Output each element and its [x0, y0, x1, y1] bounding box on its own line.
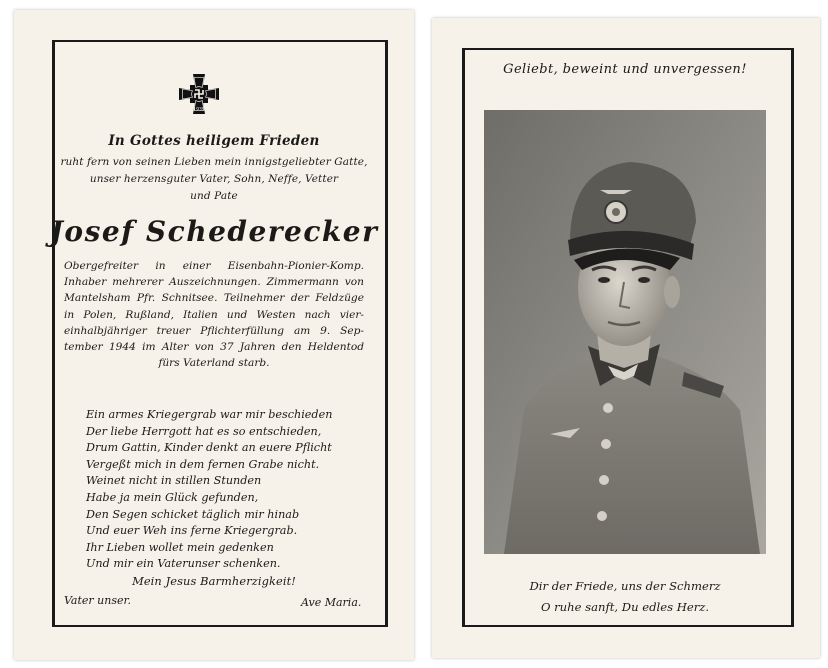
- heading-in-gottes: In Gottes heiligem Frieden: [108, 133, 320, 149]
- biography-paragraph: [64, 258, 364, 371]
- portrait-image: [484, 110, 766, 554]
- bio-line: tember 1944 im Alter von 37 Jahren den Heldentod: [64, 341, 364, 354]
- poem-line: Ihr Lieben wollet mein gedenken: [86, 540, 274, 554]
- bio-line: Mantelsham Pfr. Schnitsee. Teilnehmer der Feldzüge: [64, 292, 364, 305]
- poem-line: Weinet nicht in stillen Stunden: [86, 474, 262, 488]
- intro-line-1: ruht fern von seinen Lieben mein innigstgeliebter Gatte,: [60, 156, 368, 168]
- memorial-card-text-side: [14, 10, 414, 660]
- poem-line: Und mir ein Vaterunser schenken.: [86, 557, 281, 571]
- bio-line: in Polen, Rußland, Italien und Westen nach vier-: [64, 308, 364, 321]
- prayer-vater-unser: Vater unser.: [64, 594, 132, 607]
- memorial-poem: [86, 407, 366, 573]
- closing-invocation: Mein Jesus Barmherzigkeit!: [132, 574, 296, 588]
- poem-line: Drum Gattin, Kinder denkt an euere Pflicht: [86, 441, 332, 455]
- bio-line: Obergefreiter in einer Eisenbahn-Pionier-Komp.: [64, 260, 364, 272]
- poem-line: Der liebe Herrgott hat es so entschieden,: [86, 424, 322, 438]
- footer-line-2: O ruhe sanft, Du edles Herz.: [540, 600, 710, 614]
- bio-line: fürs Vaterland starb.: [158, 357, 270, 370]
- bio-line: Inhaber mehrerer Auszeichnungen. Zimmermann von: [64, 276, 364, 289]
- memorial-card-photo-side: [432, 18, 820, 658]
- deceased-name: Josef Schederecker: [49, 215, 379, 248]
- poem-line: Den Segen schicket täglich mir hinab: [86, 507, 300, 521]
- poem-line: Ein armes Kriegergrab war mir beschieden: [86, 408, 333, 421]
- poem-line: Habe ja mein Glück gefunden,: [86, 490, 259, 504]
- bio-line: einhalbjähriger treuer Pflichterfüllung am 9. Sep-: [64, 324, 364, 337]
- poem-line: Vergeßt mich in dem fernen Grabe nicht.: [86, 457, 320, 471]
- iron-cross-icon: [177, 72, 221, 116]
- heading-geliebt: Geliebt, beweint und unvergessen!: [503, 62, 747, 77]
- prayer-ave-maria: Ave Maria.: [301, 596, 362, 609]
- intro-line-2: unser herzensguter Vater, Sohn, Neffe, Vetter: [89, 173, 339, 185]
- svg-text:1939: 1939: [193, 107, 205, 113]
- intro-line-3: und Pate: [190, 190, 238, 202]
- poem-line: Und euer Weh ins ferne Kriegergrab.: [86, 524, 298, 538]
- soldier-portrait-photo: [484, 110, 766, 554]
- footer-line-1: Dir der Friede, uns der Schmerz: [529, 579, 721, 593]
